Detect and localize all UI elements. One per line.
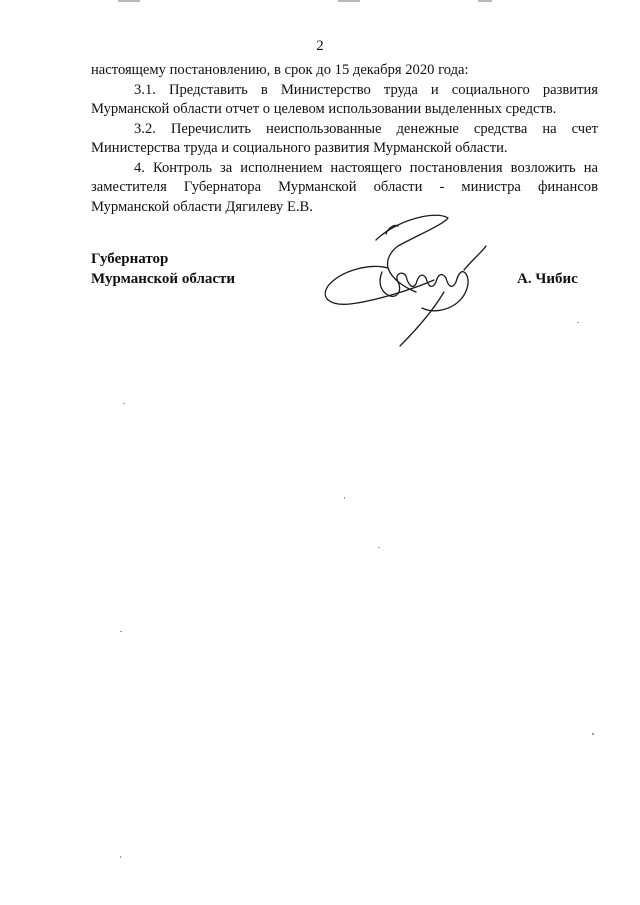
page-number: 2 bbox=[316, 38, 324, 54]
scan-speck bbox=[344, 497, 345, 499]
scan-speck bbox=[577, 322, 579, 323]
paragraph-continuation: настоящему постановлению, в срок до 15 декабря 2020 года: bbox=[91, 62, 469, 78]
document-body bbox=[91, 61, 598, 217]
scan-speck bbox=[120, 631, 122, 632]
handwritten-signature bbox=[316, 208, 496, 348]
signatory-position bbox=[91, 249, 235, 289]
paragraph-3-2: 3.2. Перечислить неиспользованные денежные средства на счет Министерства труда и социального развития Мурманской области. bbox=[91, 120, 598, 156]
scan-speck bbox=[123, 403, 125, 404]
scan-edge-marks bbox=[0, 0, 640, 6]
paragraph-3-1: 3.1. Представить в Министерство труда и социального развития Мурманской области отчет о целевом использовании выделенных средств. bbox=[91, 81, 598, 117]
signatory-title: Губернатор bbox=[91, 251, 169, 267]
signatory-region: Мурманской области bbox=[91, 271, 236, 287]
paragraph-4: 4. Контроль за исполнением настоящего постановления возложить на заместителя Губернатора Мурманской области - министра финансов Мурманской области Дягилеву Е.В. bbox=[91, 159, 598, 215]
signer-name: А. Чибис bbox=[517, 271, 578, 287]
scan-speck bbox=[592, 733, 594, 735]
scan-speck bbox=[120, 856, 121, 858]
scan-speck bbox=[378, 547, 380, 548]
